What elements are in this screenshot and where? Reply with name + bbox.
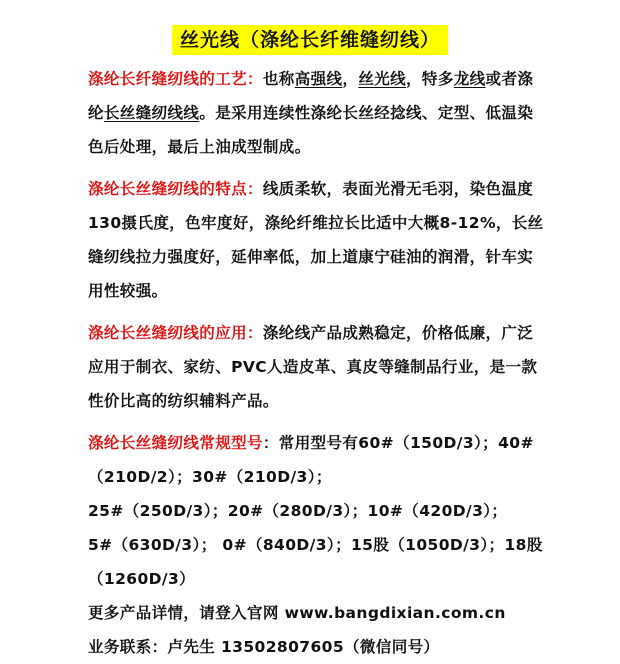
document-body bbox=[88, 62, 548, 664]
website-link[interactable]: www.bangdixian.com.cn bbox=[284, 604, 506, 622]
features-heading: 涤纶长丝缝纫线的特点： bbox=[88, 180, 263, 198]
contact-text: 业务联系：卢先生 13502807605（微信同号） bbox=[88, 638, 440, 656]
models-line-2-paragraph bbox=[88, 494, 548, 528]
models-line-3: 5#（630D/3）； 0#（840D/3）；15股（1050D/3）；18股（1260D/3） bbox=[88, 536, 543, 588]
features-body: 线质柔软，表面光滑无毛羽，染色温度130摄氏度，色牢度好，涤纶纤维拉长比适中大概8-12%，长丝缝纫线拉力强度好，延伸率低，加上道康宁硅油的润滑，针车实用性较强。 bbox=[88, 180, 544, 300]
models-line-1: ：常用型号有60#（150D/3）；40#（210D/2）；30#（210D/3）； bbox=[88, 434, 534, 486]
application-body: 涤纶线产品成熟稳定，价格低廉，广泛应用于制衣、家纺、PVC人造皮革、真皮等缝制品行业，是一款性价比高的纺织辅料产品。 bbox=[88, 324, 538, 410]
page-title: 丝光线（涤纶长纤维缝纫线） bbox=[172, 25, 448, 55]
alias-long: 龙线 bbox=[453, 70, 486, 88]
models-line-3-paragraph bbox=[88, 528, 548, 596]
alias-mercerized: 丝光线 bbox=[358, 70, 407, 88]
application-paragraph bbox=[88, 316, 548, 418]
models-heading: 涤纶长丝缝纫线常规型号 bbox=[88, 434, 263, 452]
alias-high-strength: 高强线 bbox=[294, 70, 343, 88]
process-heading: 涤纶长纤缝纫线的工艺： bbox=[88, 70, 263, 88]
process-text-2: 或者涤纶 bbox=[88, 70, 534, 122]
more-info-paragraph bbox=[88, 596, 548, 630]
process-text-1: 也称 bbox=[262, 70, 295, 88]
features-paragraph bbox=[88, 172, 548, 308]
process-sep-2: ，特多 bbox=[406, 70, 454, 88]
models-paragraph bbox=[88, 426, 548, 494]
process-sep-1: ， bbox=[342, 70, 359, 88]
models-line-2: 25#（250D/3）；20#（280D/3）；10#（420D/3）； bbox=[88, 502, 508, 520]
contact-paragraph bbox=[88, 630, 548, 664]
process-paragraph bbox=[88, 62, 548, 164]
more-info-label: 更多产品详情，请登入官网 bbox=[88, 604, 285, 622]
title-container bbox=[0, 25, 620, 55]
application-heading: 涤纶长丝缝纫线的应用： bbox=[88, 324, 263, 342]
process-text-3: 。是采用连续性涤纶长丝经捻线、定型、低温染色后处理，最后上油成型制成。 bbox=[88, 104, 534, 156]
alias-filament-thread: 长丝缝纫线线 bbox=[103, 104, 200, 122]
